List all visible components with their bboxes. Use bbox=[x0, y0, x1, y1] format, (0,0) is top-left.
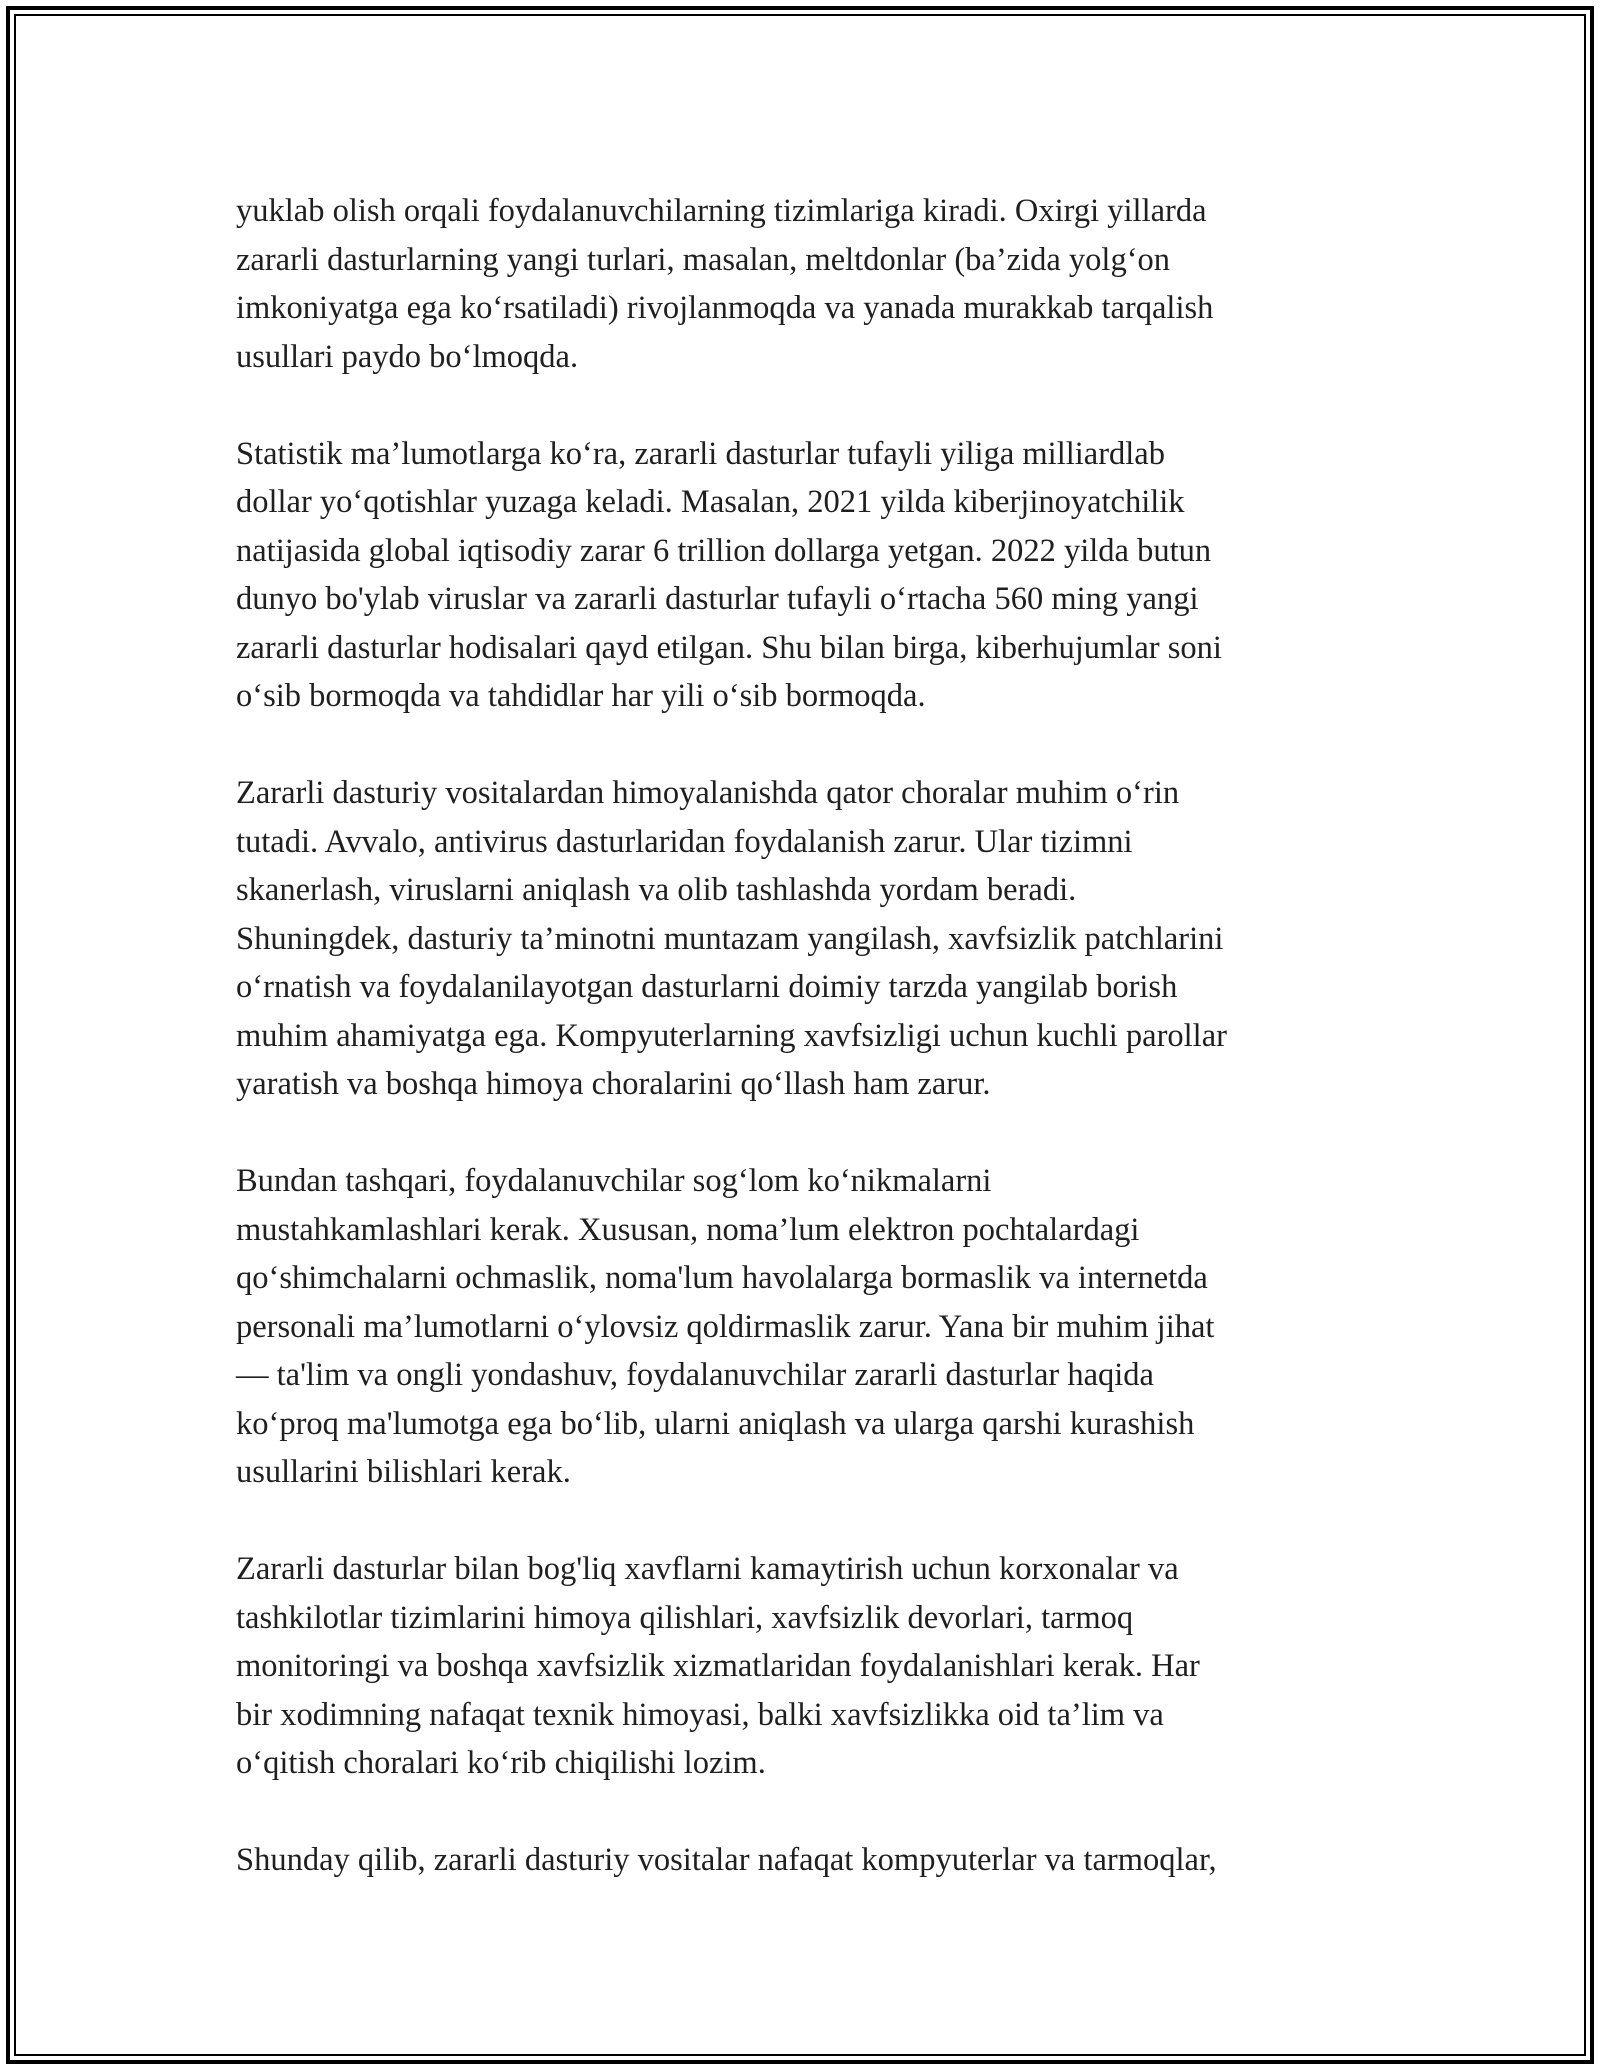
text-line: muhim ahamiyatga ega. Kompyuterlarning xavfsizligi uchun kuchli parollar bbox=[236, 1017, 1227, 1054]
paragraph-4 bbox=[236, 1157, 1366, 1497]
paragraph-3 bbox=[236, 769, 1366, 1109]
text-line: Shunday qilib, zararli dasturiy vositalar nafaqat kompyuterlar va tarmoqlar, bbox=[236, 1842, 1217, 1878]
text-line: zararli dasturlar hodisalari qayd etilgan. Shu bilan birga, kiberhujumlar soni bbox=[236, 629, 1222, 666]
text-line: skanerlash, viruslarni aniqlash va olib tashlashda yordam beradi. bbox=[236, 872, 1077, 908]
paragraph-1 bbox=[236, 187, 1366, 381]
text-line: o‘qitish choralari ko‘rib chiqilishi lozim. bbox=[236, 1745, 766, 1781]
text-line: usullari paydo bo‘lmoqda. bbox=[236, 338, 579, 375]
text-line: usullarini bilishlari kerak. bbox=[236, 1454, 571, 1490]
paragraph-2 bbox=[236, 430, 1366, 721]
text-line: — ta'lim va ongli yondashuv, foydalanuvchilar zararli dasturlar haqida bbox=[236, 1357, 1154, 1393]
text-line: o‘sib bormoqda va tahdidlar har yili o‘sib bormoqda. bbox=[236, 678, 926, 714]
text-line: tashkilotlar tizimlarini himoya qilishlari, xavfsizlik devorlari, tarmoq bbox=[236, 1599, 1134, 1636]
text-line: qo‘shimchalarni ochmaslik, noma'lum havolalarga bormaslik va internetda bbox=[236, 1260, 1208, 1296]
text-line: Bundan tashqari, foydalanuvchilar sog‘lom ko‘nikmalarni bbox=[236, 1163, 992, 1199]
document-body bbox=[236, 187, 1366, 1933]
text-line: Zararli dasturlar bilan bog'liq xavflarni kamaytirish uchun korxonalar va bbox=[236, 1551, 1179, 1587]
text-line: tutadi. Avvalo, antivirus dasturlaridan foydalanish zarur. Ular tizimni bbox=[236, 823, 1133, 860]
text-line: imkoniyatga ega ko‘rsatiladi) rivojlanmoqda va yanada murakkab tarqalish bbox=[236, 290, 1214, 326]
text-line: Shuningdek, dasturiy ta’minotni muntazam yangilash, xavfsizlik patchlarini bbox=[236, 920, 1224, 957]
text-line: Zararli dasturiy vositalardan himoyalanishda qator choralar muhim o‘rin bbox=[236, 775, 1180, 811]
text-line: Statistik ma’lumotlarga ko‘ra, zararli dasturlar tufayli yiliga milliardlab bbox=[236, 435, 1165, 472]
paragraph-5 bbox=[236, 1545, 1366, 1788]
text-line: personali ma’lumotlarni o‘ylovsiz qoldirmaslik zarur. Yana bir muhim jihat bbox=[236, 1308, 1215, 1345]
text-line: dunyo bo'ylab viruslar va zararli dasturlar tufayli o‘rtacha 560 ming yangi bbox=[236, 581, 1199, 617]
text-line: bir xodimning nafaqat texnik himoyasi, balki xavfsizlikka oid ta’lim va bbox=[236, 1696, 1164, 1733]
text-line: monitoringi va boshqa xavfsizlik xizmatlaridan foydalanishlari kerak. Har bbox=[236, 1648, 1200, 1684]
text-line: mustahkamlashlari kerak. Xususan, noma’lum elektron pochtalardagi bbox=[236, 1211, 1140, 1248]
text-line: ko‘proq ma'lumotga ega bo‘lib, ularni aniqlash va ularga qarshi kurashish bbox=[236, 1405, 1195, 1442]
text-line: yuklab olish orqali foydalanuvchilarning tizimlariga kiradi. Oxirgi yillarda bbox=[236, 193, 1207, 229]
text-line: natijasida global iqtisodiy zarar 6 trillion dollarga yetgan. 2022 yilda butun bbox=[236, 532, 1212, 569]
paragraph-6 bbox=[236, 1836, 1366, 1885]
text-line: yaratish va boshqa himoya choralarini qo‘llash ham zarur. bbox=[236, 1066, 991, 1102]
text-line: zararli dasturlarning yangi turlari, masalan, meltdonlar (ba’zida yolg‘on bbox=[236, 241, 1171, 278]
text-line: dollar yo‘qotishlar yuzaga keladi. Masalan, 2021 yilda kiberjinoyatchilik bbox=[236, 484, 1185, 520]
text-line: o‘rnatish va foydalanilayotgan dasturlarni doimiy tarzda yangilab borish bbox=[236, 969, 1178, 1005]
